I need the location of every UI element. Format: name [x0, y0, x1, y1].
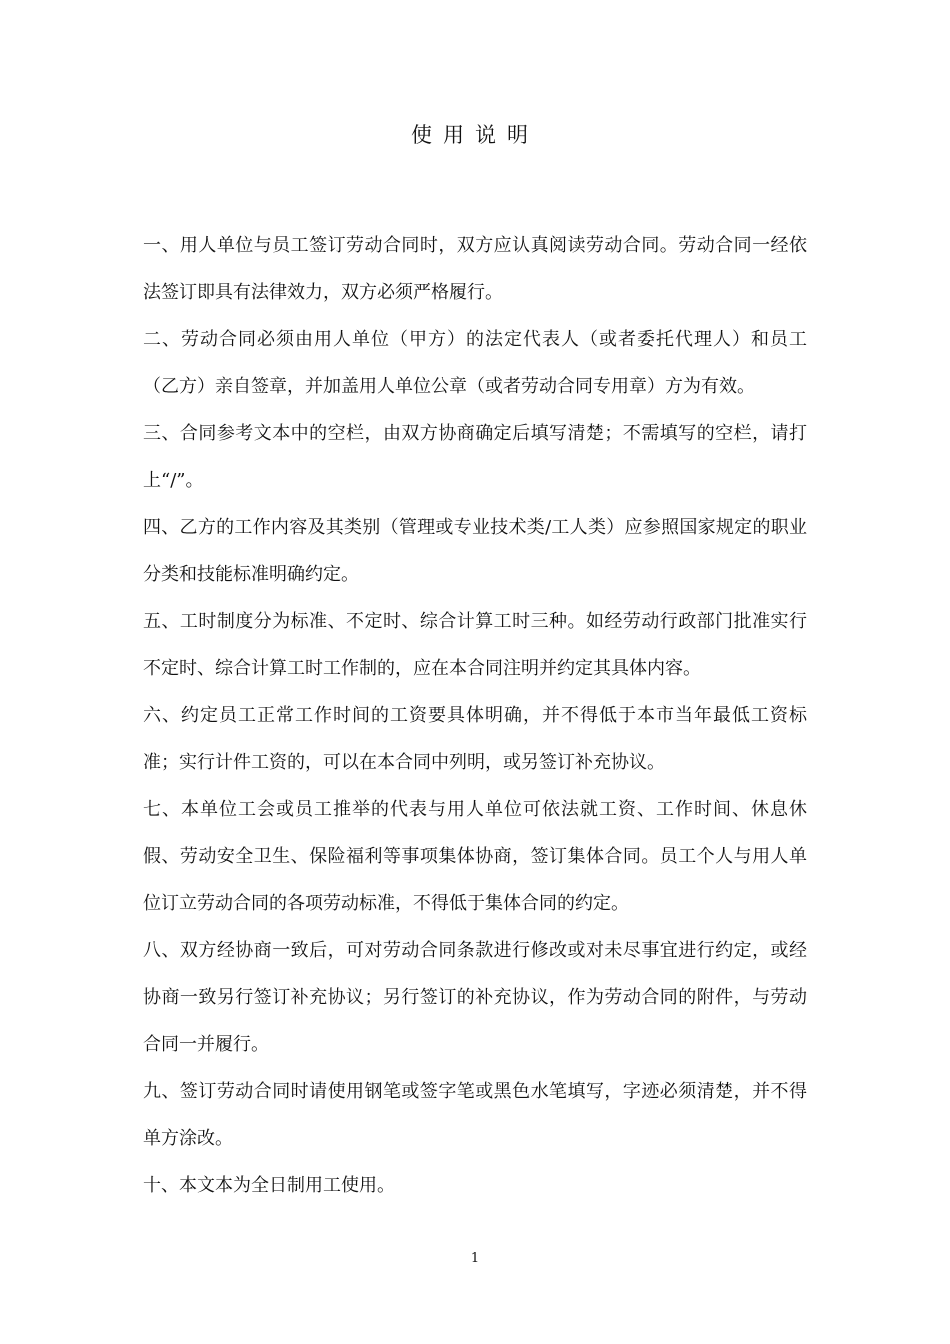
instructions-list	[143, 222, 807, 1209]
instruction-item-1: 一、用人单位与员工签订劳动合同时，双方应认真阅读劳动合同。劳动合同一经依法签订即具有法律效力，双方必须严格履行。	[143, 235, 807, 303]
instruction-item-9: 九、签订劳动合同时请使用钢笔或签字笔或黑色水笔填写，字迹必须清楚，并不得单方涂改。	[143, 1081, 807, 1149]
page-number: 1	[470, 1251, 480, 1266]
instruction-item-7: 七、本单位工会或员工推举的代表与用人单位可依法就工资、工作时间、休息休假、劳动安全卫生、保险福利等事项集体协商，签订集体合同。员工个人与用人单位订立劳动合同的各项劳动标准，不得低于集体合同的约定。	[143, 799, 807, 914]
instruction-item-3: 三、合同参考文本中的空栏，由双方协商确定后填写清楚；不需填写的空栏，请打上“/”。	[143, 423, 807, 491]
instruction-item-4: 四、乙方的工作内容及其类别（管理或专业技术类/工人类）应参照国家规定的职业分类和技能标准明确约定。	[143, 517, 807, 585]
instruction-item-8: 八、双方经协商一致后，可对劳动合同条款进行修改或对未尽事宜进行约定，或经协商一致另行签订补充协议；另行签订的补充协议，作为劳动合同的附件，与劳动合同一并履行。	[143, 940, 807, 1055]
instruction-item-10: 十、本文本为全日制用工使用。	[143, 1175, 395, 1196]
instruction-item-5: 五、工时制度分为标准、不定时、综合计算工时三种。如经劳动行政部门批准实行不定时、综合计算工时工作制的，应在本合同注明并约定其具体内容。	[143, 611, 807, 679]
page-title: 使用说明	[411, 123, 539, 147]
instruction-item-6: 六、约定员工正常工作时间的工资要具体明确，并不得低于本市当年最低工资标准；实行计件工资的，可以在本合同中列明，或另签订补充协议。	[143, 705, 807, 773]
instruction-item-2: 二、劳动合同必须由用人单位（甲方）的法定代表人（或者委托代理人）和员工（乙方）亲自签章，并加盖用人单位公章（或者劳动合同专用章）方为有效。	[143, 329, 807, 397]
